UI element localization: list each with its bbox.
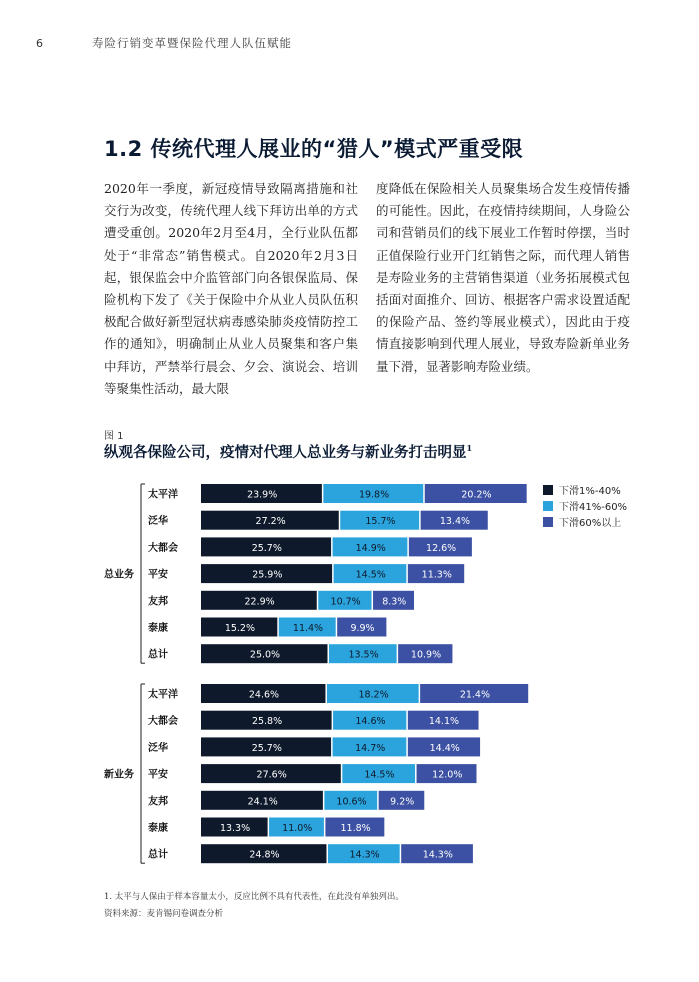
bar-value-label: 11.8% (340, 823, 371, 834)
category-label: 泰康 (148, 823, 168, 834)
bar-value-label: 18.2% (358, 689, 389, 701)
bar-value-label: 23.9% (247, 489, 278, 501)
bar-value-label: 11.0% (282, 823, 313, 834)
bar-value-label: 14.9% (355, 542, 386, 554)
bar-value-label: 10.7% (330, 596, 361, 608)
bar-value-label: 14.3% (349, 849, 380, 861)
bar-value-label: 25.8% (251, 716, 283, 728)
body-text-right-column: 度降低在保险相关人员聚集场合发生疫情传播的可能性。因此，在疫情持续期间，人身险公司和营销员们的线下展业工作暂时停摆，当时正值保险行业开门红销售之际，而代理人销售是寿险业务的主营销售渠道（业务拓展模式包括面对面推介、回访、根据客户需求设置适配的保险产品、签约等展业模式），因此由于疫情直接影响到代理人展业，导致寿险新单业务量下滑，显著影响寿险业绩。 (376, 181, 630, 374)
category-label: 泛华 (148, 516, 168, 528)
category-label: 大都会 (148, 542, 178, 554)
bar-value-label: 21.4% (459, 689, 491, 701)
category-label: 友邦 (148, 596, 168, 608)
bar-value-label: 12.0% (432, 769, 463, 781)
category-label: 大都会 (148, 716, 178, 728)
bar-value-label: 24.6% (248, 689, 280, 701)
bar-value-label: 15.2% (224, 623, 256, 634)
figure-title-footnote-mark: 1 (466, 443, 473, 454)
bar-value-label: 8.3% (382, 596, 407, 608)
stacked-bar-chart (96, 476, 656, 876)
bar-value-label: 14.5% (355, 569, 386, 581)
bar-value-label: 14.1% (428, 716, 460, 728)
legend-swatch (543, 517, 553, 527)
bar-value-label: 15.7% (365, 516, 396, 528)
legend-swatch (543, 501, 553, 511)
group-label: 新业务 (104, 769, 134, 781)
body-text-left-column: 2020年一季度，新冠疫情导致隔离措施和社交行为改变，传统代理人线下拜访出单的方式遭受重创。2020年2月至4月，全行业队伍都处于“非常态”销售模式。自2020年2月3日起，银保监会中介监管部门向各银保监局、保险机构下发了《关于保险中介从业人员队伍积极配合做好新型冠状病毒感染肺炎疫情防控工作的通知》，明确制止从业人员聚集和客户集中拜访，严禁举行晨会、夕会、演说会、培训等聚集性活动，最大限 (104, 181, 358, 396)
category-label: 太平洋 (148, 489, 178, 501)
bar-value-label: 10.6% (336, 796, 367, 808)
bar-value-label: 25.0% (249, 649, 281, 661)
figure-label: 图 1 (104, 431, 124, 442)
bar-value-label: 25.9% (252, 569, 283, 581)
page-number: 6 (36, 37, 43, 50)
category-label: 友邦 (148, 796, 168, 808)
figure-title-text: 纵观各保险公司，疫情对代理人总业务与新业务打击明显 (104, 444, 467, 461)
bar-value-label: 19.8% (358, 489, 390, 501)
bar-value-label: 14.4% (429, 742, 460, 754)
category-label: 平安 (148, 769, 168, 781)
bar-value-label: 27.2% (255, 516, 286, 528)
category-label: 总计 (148, 849, 168, 861)
category-label: 太平洋 (148, 689, 178, 701)
bar-value-label: 11.3% (421, 569, 452, 581)
legend-label: 下滑60%以上 (559, 518, 622, 529)
bar-value-label: 24.8% (249, 849, 280, 861)
bar-value-label: 24.1% (247, 796, 278, 808)
category-label: 平安 (148, 569, 168, 581)
bar-value-label: 14.7% (355, 742, 386, 754)
bar-value-label: 13.4% (439, 516, 471, 528)
bar-value-label: 25.7% (251, 742, 282, 754)
bar-value-label: 9.2% (390, 796, 415, 808)
figure-title (104, 441, 472, 462)
bar-value-label: 22.9% (244, 596, 275, 608)
bar-value-label: 27.6% (256, 769, 287, 781)
category-label: 泰康 (148, 623, 168, 634)
section-title: 1.2 传统代理人展业的“猎人”模式严重受限 (104, 137, 524, 161)
bar-value-label: 9.9% (350, 623, 375, 634)
bar-value-label: 10.9% (410, 649, 442, 661)
running-header: 寿险行销变革暨保险代理人队伍赋能 (92, 36, 292, 50)
bar-value-label: 14.3% (422, 849, 453, 861)
legend-label: 下滑41%-60% (559, 502, 628, 513)
bar-value-label: 12.6% (426, 542, 457, 554)
bar-value-label: 13.3% (219, 823, 251, 834)
category-label: 泛华 (148, 742, 168, 754)
group-label: 总业务 (104, 569, 134, 581)
source-note: 资料来源：麦肯锡问卷调查分析 (104, 909, 224, 919)
legend-swatch (543, 485, 553, 495)
bar-value-label: 14.6% (355, 716, 386, 728)
legend-label: 下滑1%-40% (559, 486, 621, 497)
category-label: 总计 (148, 649, 168, 661)
bar-value-label: 20.2% (461, 489, 492, 501)
bar-value-label: 25.7% (251, 542, 282, 554)
footnote-1: 1. 太平与人保由于样本容量太小，反应比例不具有代表性，在此没有单独列出。 (104, 892, 404, 902)
bar-value-label: 13.5% (348, 649, 379, 661)
bar-value-label: 11.4% (292, 623, 324, 634)
bar-value-label: 14.5% (364, 769, 395, 781)
